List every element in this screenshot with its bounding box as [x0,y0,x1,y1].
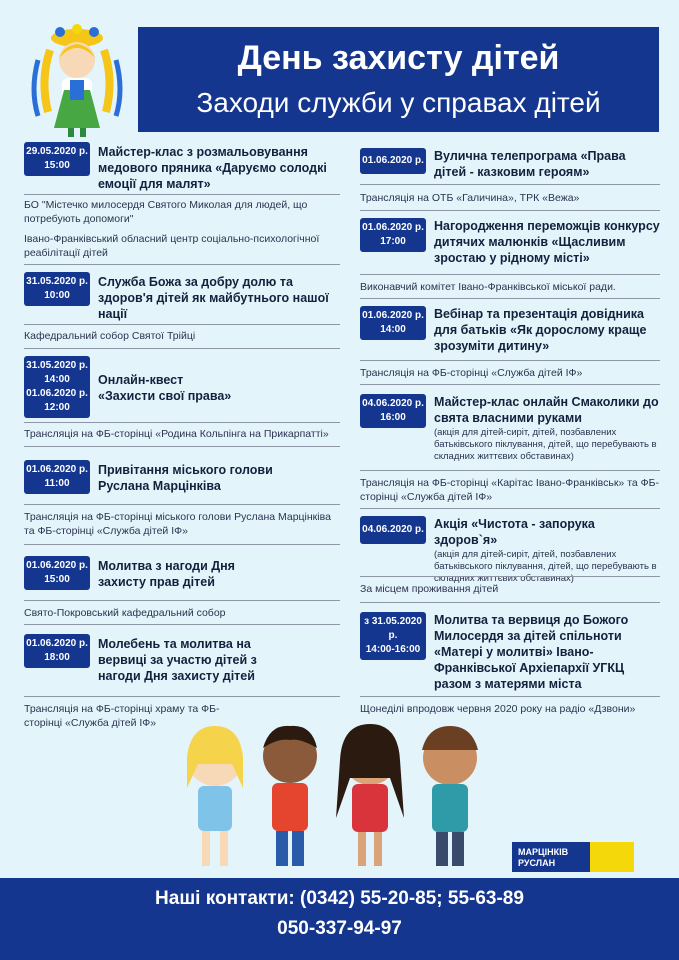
date-badge [24,460,90,494]
event-location: Щонеділі впродовж червня 2020 року на радіо «Дзвони» [360,703,636,715]
brand-logo [512,842,634,872]
event-time: 10:00 [44,290,70,301]
event-title: Вулична телепрограма «Права дітей - казковим героям» [434,149,626,179]
event-location: Свято-Покровський кафедральний собор [24,607,226,619]
event-time: 17:00 [380,236,406,247]
event-title [434,516,660,585]
divider [24,446,340,447]
event-date: 04.06.2020 р. [362,398,424,409]
event-date: 01.06.2020 р. [362,310,424,321]
event-date: 31.05.2020 р. [26,276,88,287]
divider [360,508,660,509]
event-date: 01.06.2020 р. [26,638,88,649]
girl-in-ukrainian-costume-illustration [20,20,135,140]
contacts-mobile: 050-337-94-97 [277,918,402,939]
event-time: 16:00 [380,412,406,423]
brand-line-2: РУСЛАН [518,858,556,868]
date-badge [24,556,90,590]
event-location: Кафедральний собор Святої Трійці [24,330,196,342]
event-time: 14:00 [380,324,406,335]
event-title [434,394,660,463]
date-badge [24,272,90,306]
event-title-text: Майстер-клас онлайн Смаколики до свята власними руками [434,395,659,425]
child-dark-hair-girl [336,724,404,866]
divider [24,324,340,325]
date-badge [24,356,90,418]
event-location: Трансляція на ФБ-сторінці храму та ФБ-сторінці «Служба дітей ІФ» [24,703,220,729]
event-time: 15:00 [44,574,70,585]
divider [24,544,340,545]
event-location: Івано-Франківський обласний центр соціально-психологічної реабілітації дітей [24,233,320,259]
date-badge [24,142,90,176]
event-note: (акція для дітей-сиріт, дітей, позбавлених батьківського піклування, дітей, що перебувають в складних життєвих обставинах) [434,549,657,584]
contacts-phones: Наші контакти: (0342) 55-20-85; 55-63-89 [155,888,524,909]
event-location: Трансляція на ФБ-сторінці «Служба дітей ІФ» [360,367,583,379]
date-badge [360,218,426,252]
date-badge [24,634,90,668]
divider [360,210,660,211]
divider [360,184,660,185]
date-badge [360,148,426,174]
divider [24,264,340,265]
divider [360,360,660,361]
event-date: з 31.05.2020 р. [364,616,422,641]
event-time: 14:00-16:00 [365,644,421,655]
divider [360,602,660,603]
event-location: Трансляція на ОТБ «Галичина», ТРК «Вежа» [360,192,580,204]
event-date: 29.05.2020 р. [26,146,88,157]
event-title: Служба Божа за добру долю та здоров'я дітей як майбутнього нашої нації [98,275,329,321]
event-title: Майстер-клас з розмальовування медового пряника «Даруємо солодкі емоції для малят» [98,145,327,191]
event-title: Молитва з нагоди Дня захисту прав дітей [98,559,235,589]
event-location: БО "Містечко милосердя Святого Миколая для людей, що потребують допомоги" [24,199,308,225]
date-badge [360,394,426,428]
event-location: За місцем проживання дітей [360,583,499,595]
divider [360,298,660,299]
divider [360,696,660,697]
event-date: 01.06.2020 р. [26,388,88,399]
event-time: 11:00 [44,478,70,489]
event-title: Нагородження переможців конкурсу дитячих малюнків «Щасливим зростаю у рідному місті» [434,219,660,265]
divider [24,422,340,423]
brand-yellow-block [590,842,634,872]
divider [24,194,340,195]
event-date: 01.06.2020 р. [362,155,424,166]
event-date: 01.06.2020 р. [362,222,424,233]
children-illustration [170,718,510,878]
child-boy-cap [422,726,478,866]
divider [360,576,660,577]
event-time: 15:00 [44,160,70,171]
event-date: 04.06.2020 р. [362,524,424,535]
event-title: Молебень та молитва на вервиці за участю дітей з нагоди Дня захисту дітей [98,637,257,683]
divider [360,384,660,385]
event-location: Трансляція на ФБ-сторінці «Родина Кольпінга на Прикарпатті» [24,428,329,440]
page-title: День захисту дітей [237,39,560,77]
event-location: Виконавчий комітет Івано-Франківської міської ради. [360,281,616,293]
date-badge [360,306,426,340]
date-badge [360,516,426,544]
divider [360,470,660,471]
divider [360,274,660,275]
event-location: Трансляція на ФБ-сторінці міського голови Руслана Марцінківа та ФБ-сторінці «Служба дітей ІФ» [24,511,331,537]
event-date: 01.06.2020 р. [26,560,88,571]
child-blonde-girl [187,726,243,866]
event-date: 01.06.2020 р. [26,464,88,475]
divider [24,348,340,349]
divider [24,600,340,601]
event-note: (акція для дітей-сиріт, дітей, позбавлених батьківського піклування, дітей, що перебувають в складних життєвих обставинах) [434,427,657,462]
event-title: Вебінар та презентація довідника для батьків «Як дорослому краще зрозуміти дитину» [434,307,647,353]
event-location: Трансляція на ФБ-сторінці «Карітас Івано-Франківськ» та ФБ-сторінці «Служба дітей ІФ» [360,477,660,503]
child-boy [263,726,317,866]
event-title: Привітання міського голови Руслана Марцінківа [98,463,273,493]
header-banner [138,27,659,132]
brand-line-1: МАРЦІНКІВ [518,847,569,857]
event-time: 12:00 [44,402,70,413]
event-time: 14:00 [44,374,70,385]
date-badge [360,612,426,660]
event-title: Онлайн-квест «Захисти свої права» [98,373,232,403]
page-subtitle: Заходи служби у справах дітей [196,87,601,118]
divider [24,504,340,505]
event-time: 18:00 [44,652,70,663]
event-date: 31.05.2020 р. [26,360,88,371]
contacts-footer [0,878,679,960]
event-title: Молитва та вервиця до Божого Милосердя за дітей спільноти «Матері у молитві» Івано-Франківської Архіепархії УГКЦ разом з матерями міста [434,613,629,691]
divider [24,624,340,625]
divider [24,696,340,697]
event-title-text: Акція «Чистота - запорука здоров`я» [434,517,595,547]
